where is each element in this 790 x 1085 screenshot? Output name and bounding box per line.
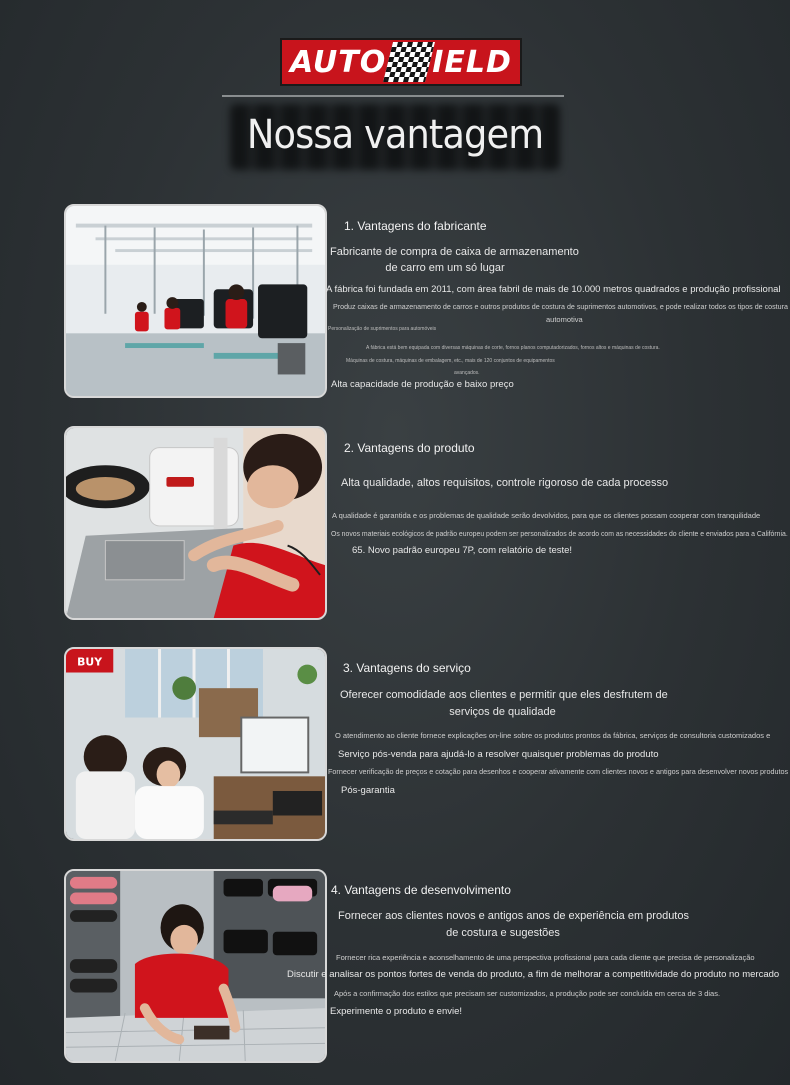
sewing-machine-photo (64, 426, 327, 620)
section-4-subtitle-2: de costura e sugestões (446, 927, 560, 939)
section-2-line-1: A qualidade é garantida e os problemas de qualidade serão devolvidos, para que os clientes possam cooperar com tranquilidade (332, 511, 761, 520)
section-1-line-8: Alta capacidade de produção e baixo preço (331, 379, 514, 390)
section-1-line-5: A fábrica está bem equipada com diversas máquinas de corte, fornos planos computadorizados, fornos altos e máquinas de costura. (366, 345, 660, 351)
section-2-line-2: Os novos materiais ecológicos de padrão europeu podem ser personalizados de acordo com as necessidades do cliente e enviados para a Califórnia. (331, 529, 788, 538)
section-3-line-4: Pós-garantia (341, 785, 395, 796)
section-1-subtitle-1: Fabricante de compra de caixa de armazenamento (330, 246, 579, 258)
section-3-line-3: Fornecer verificação de preços e cotação para desenhos e cooperar ativamente com clientes novos e antigos para desenvolver novos produtos (328, 767, 789, 776)
section-2-line-3: 65. Novo padrão europeu 7P, com relatório de teste! (352, 545, 573, 556)
page-title: Nossa vantagem (246, 112, 544, 158)
section-4-line-4: Experimente o produto e envie! (330, 1006, 463, 1017)
section-2-heading: 2. Vantagens do produto (344, 441, 475, 455)
logo-text-left: AUTO (290, 44, 387, 80)
section-1-line-7: avançados. (454, 370, 480, 376)
workshop-development-photo (64, 869, 327, 1063)
section-1-line-3: automotiva (546, 315, 583, 324)
logo-text-right: IELD (432, 44, 512, 80)
store-sign-text: BUY (77, 655, 103, 669)
section-1-line-2: Produz caixas de armazenamento de carros e outros produtos de costura de suprimentos automotivos, e pode realizar todos os tipos de costura (333, 302, 788, 311)
section-1-line-6: Máquinas de costura, máquinas de embalagem, etc., mais de 120 conjuntos de equipamentos (346, 358, 555, 364)
section-4-subtitle-1: Fornecer aos clientes novos e antigos anos de experiência em produtos (338, 910, 689, 922)
section-4-line-2: Discutir e analisar os pontos fortes de venda do produto, a fim de melhorar a competitividade do produto no mercado (287, 969, 780, 980)
section-4-line-1: Fornecer rica experiência e aconselhamento de uma perspectiva profissional para cada cliente que precisa de personalização (336, 953, 755, 962)
section-3-line-1: O atendimento ao cliente fornece explicações on-line sobre os produtos prontos da fábrica, serviços de consultoria customizados e (335, 731, 771, 740)
section-4-heading: 4. Vantagens de desenvolvimento (331, 883, 511, 897)
section-3-line-2: Serviço pós-venda para ajudá-lo a resolver quaisquer problemas do produto (338, 749, 659, 760)
factory-floor-photo (64, 204, 327, 398)
section-1-line-4: Personalização de suprimentos para automóveis (328, 326, 437, 332)
section-3-heading: 3. Vantagens do serviço (343, 661, 471, 675)
section-4-line-3: Após a confirmação dos estilos que precisam ser customizados, a produção pode ser concluída em cerca de 3 dias. (334, 989, 721, 998)
section-3-subtitle-2: serviços de qualidade (449, 706, 556, 718)
checkered-flag-icon (383, 42, 435, 82)
section-2-subtitle-1: Alta qualidade, altos requisitos, controle rigoroso de cada processo (341, 477, 669, 489)
section-3-subtitle-1: Oferecer comodidade aos clientes e permitir que eles desfrutem de (340, 689, 668, 701)
section-1-subtitle-2: de carro em um só lugar (385, 262, 505, 274)
brand-logo (280, 38, 522, 86)
office-service-photo (64, 647, 327, 841)
header-divider (222, 95, 564, 97)
section-1-heading: 1. Vantagens do fabricante (344, 219, 487, 233)
section-1-line-1: A fábrica foi fundada em 2011, com área fabril de mais de 10.000 metros quadrados e produção profissional (326, 284, 781, 295)
